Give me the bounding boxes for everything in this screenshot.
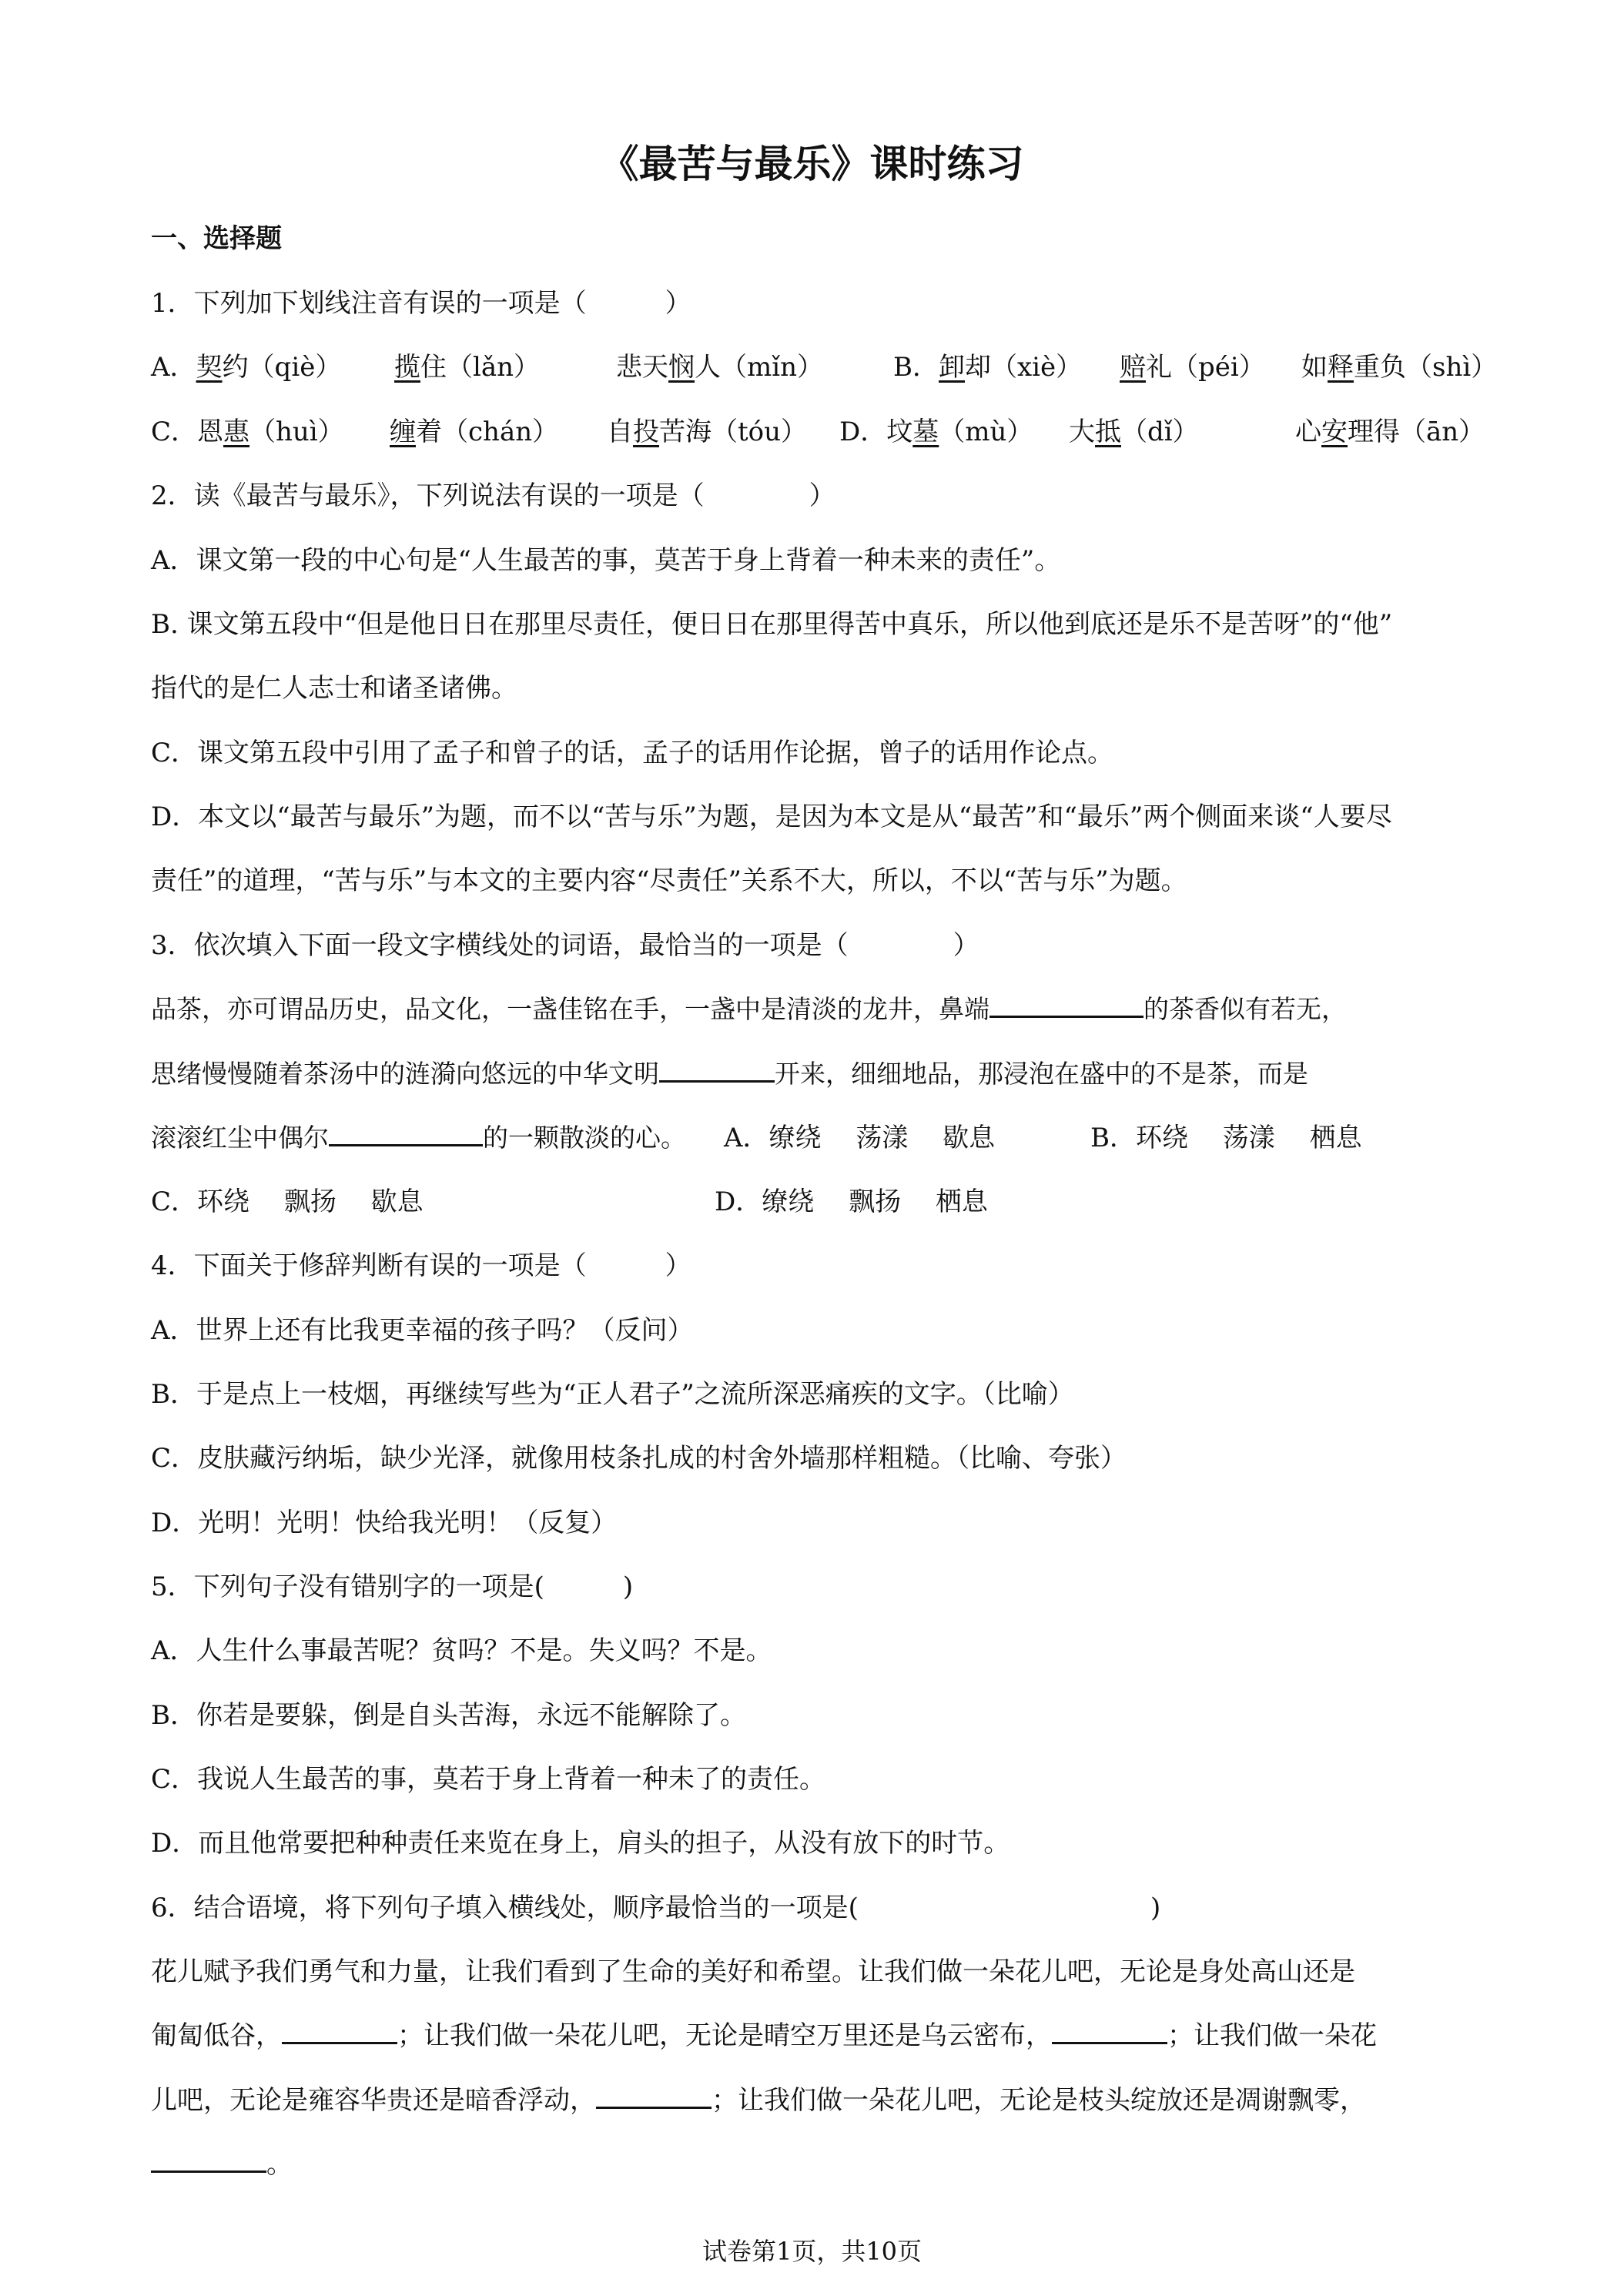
q1-option-c-word2: 缠着（chán）: [390, 417, 559, 447]
q6-passage-line: 花儿赋予我们勇气和力量，让我们看到了生命的美好和希望。让我们做一朵花儿吧，无论是身处高山还是: [151, 1956, 1355, 1987]
q5-option-d: D．而且他常要把种种责任来览在身上，肩头的担子，从没有放下的时节。: [151, 1828, 1010, 1859]
q5-stem: 5．下列句子没有错别字的一项是( ): [151, 1571, 634, 1602]
q1-option-a: A．契约（qiè）: [151, 352, 342, 383]
q1-option-c: C．恩惠（huì）: [151, 417, 344, 447]
q2-option-b: B. 课文第五段中“但是他日日在那里尽责任，便日日在那里得苦中真乐，所以他到底还是乐不是苦呀”的“他”: [151, 609, 1393, 640]
q6-passage-line: 儿吧，无论是雍容华贵还是暗香浮动， ；让我们做一朵花儿吧，无论是枝头绽放还是凋谢飘零，: [151, 2085, 1366, 2116]
q2-option-a: A．课文第一段的中心句是“人生最苦的事，莫苦于身上背着一种未来的责任”。: [151, 545, 1061, 576]
q1-option-c-word3: 自投苦海（tóu）: [607, 417, 808, 447]
q1-option-d-word2: 大抵（dǐ）: [1069, 417, 1199, 447]
q3-option-d: D．缭绕 飘扬 栖息: [715, 1186, 988, 1217]
q4-option-b: B．于是点上一枝烟，再继续写些为“正人君子”之流所深恶痛疾的文字。（比喻）: [151, 1379, 1074, 1410]
fill-blank: [596, 2083, 712, 2109]
q5-option-b: B．你若是要躲，倒是自头苦海，永远不能解除了。: [151, 1700, 746, 1731]
q1-option-b: B．卸却（xiè）: [893, 352, 1083, 383]
q3-passage-line: 品茶，亦可谓品历史，品文化，一盏佳铭在手，一盏中是清淡的龙井，鼻端 的茶香似有若无，: [151, 994, 1347, 1024]
page-footer: 试卷第1页，共10页: [702, 2237, 922, 2266]
fill-blank: [282, 2019, 397, 2044]
q5-option-c: C．我说人生最苦的事，莫若于身上背着一种未了的责任。: [151, 1764, 826, 1795]
q6-passage-line: 。: [151, 2146, 293, 2183]
q3-passage-line: 思绪慢慢随着茶汤中的涟漪向悠远的中华文明 开来，细细地品，那浸泡在盛中的不是茶，而是: [151, 1059, 1308, 1089]
q1-option-d: D．坟墓（mù）: [839, 417, 1033, 447]
q6-stem: 6．结合语境，将下列句子填入横线处，顺序最恰当的一项是(: [151, 1893, 859, 1923]
q4-option-a: A．世界上还有比我更幸福的孩子吗？（反问）: [151, 1315, 694, 1346]
q4-stem: 4．下面关于修辞判断有误的一项是（ ）: [151, 1250, 691, 1281]
q6-stem-close: ): [1150, 1893, 1161, 1923]
q1-option-a-word3: 悲天悯人（mǐn）: [616, 352, 824, 383]
q1-option-d-word3: 心安理得（ān）: [1295, 417, 1485, 447]
fill-blank: [989, 992, 1143, 1018]
q2-stem: 2．读《最苦与最乐》，下列说法有误的一项是（ ）: [151, 480, 835, 511]
q2-option-d: D．本文以“最苦与最乐”为题，而不以“苦与乐”为题，是因为本文是从“最苦”和“最乐”两个侧面来谈“人要尽: [151, 802, 1392, 832]
q3-option-a: A．缭绕 荡漾 歇息: [724, 1123, 996, 1153]
q3-passage-line: 滚滚红尘中偶尔 的一颗散淡的心。: [151, 1123, 686, 1153]
section-heading: 一、选择题: [151, 223, 282, 254]
q1-option-a-word2: 揽住（lǎn）: [394, 352, 541, 383]
q2-option-c: C．课文第五段中引用了孟子和曾子的话，孟子的话用作论据，曾子的话用作论点。: [151, 738, 1114, 768]
fill-blank: [1052, 2019, 1167, 2044]
q2-option-b-cont: 指代的是仁人志士和诸圣诸佛。: [151, 673, 517, 704]
q1-stem: 1．下列加下划线注音有误的一项是（ ）: [151, 288, 691, 319]
q4-option-c: C．皮肤藏污纳垢，缺少光泽，就像用枝条扎成的村舍外墙那样粗糙。（比喻、夸张）: [151, 1443, 1127, 1474]
q1-option-b-word3: 如释重负（shì）: [1301, 352, 1498, 383]
q2-option-d-cont: 责任”的道理，“苦与乐”与本文的主要内容“尽责任”关系不大，所以，不以“苦与乐”为题。: [151, 865, 1187, 896]
q1-option-b-word2: 赔礼（péi）: [1120, 352, 1265, 383]
q3-option-c: C．环绕 飘扬 歇息: [151, 1186, 424, 1217]
fill-blank: [659, 1057, 775, 1083]
q3-option-b: B．环绕 荡漾 栖息: [1090, 1123, 1362, 1153]
page-title: 《最苦与最乐》课时练习: [600, 142, 1024, 186]
q6-passage-line: 匍匐低谷， ；让我们做一朵花儿吧，无论是晴空万里还是乌云密布， ；让我们做一朵花: [151, 2020, 1377, 2051]
fill-blank: [151, 2147, 266, 2173]
q5-option-a: A．人生什么事最苦呢？贫吗？不是。失义吗？不是。: [151, 1635, 772, 1666]
q3-stem: 3．依次填入下面一段文字横线处的词语，最恰当的一项是（ ）: [151, 930, 979, 961]
q4-option-d: D．光明！光明！快给我光明！（反复）: [151, 1508, 618, 1538]
fill-blank: [329, 1121, 483, 1146]
